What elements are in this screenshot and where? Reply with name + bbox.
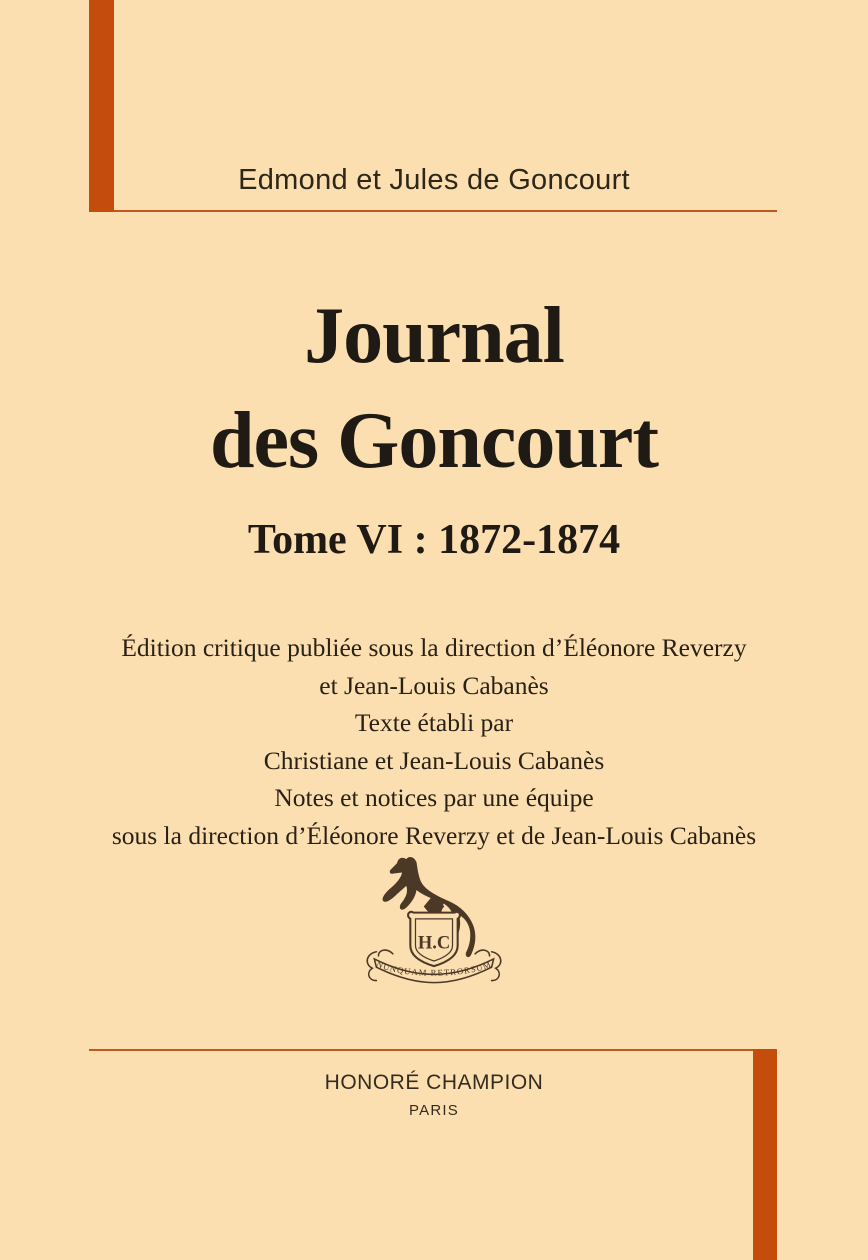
book-title-line1: Journal bbox=[304, 292, 564, 380]
rearing-horse-crest-icon bbox=[362, 853, 506, 997]
credit-notes-line2: sous la direction d’Éléonore Reverzy et de Jean-Louis Cabanès bbox=[111, 820, 757, 850]
publisher-city: PARIS bbox=[409, 1102, 459, 1119]
edition-credits bbox=[0, 629, 868, 854]
volume-subtitle: Tome VI : 1872-1874 bbox=[247, 517, 621, 563]
motto-text: NUNQUAM RETRORSUM bbox=[374, 958, 494, 978]
book-title-line2: des Goncourt bbox=[210, 397, 658, 485]
horizontal-rule-top bbox=[114, 210, 777, 212]
credit-notes-line1: Notes et notices par une équipe bbox=[274, 783, 594, 812]
credit-texte-line2: Christiane et Jean-Louis Cabanès bbox=[263, 745, 605, 775]
publisher-emblem bbox=[362, 853, 506, 997]
publisher-name: HONORÉ CHAMPION bbox=[324, 1071, 544, 1094]
horizontal-rule-bottom bbox=[89, 1049, 753, 1051]
book-title bbox=[0, 284, 868, 494]
monogram-text: H.C bbox=[417, 933, 451, 954]
credit-texte-line1: Texte établi par bbox=[354, 708, 514, 737]
author-name: Edmond et Jules de Goncourt bbox=[238, 164, 630, 196]
credit-edition-line2: et Jean-Louis Cabanès bbox=[319, 670, 549, 700]
credit-edition-line1: Édition critique publiée sous la direction d’Éléonore Reverzy bbox=[121, 633, 747, 662]
